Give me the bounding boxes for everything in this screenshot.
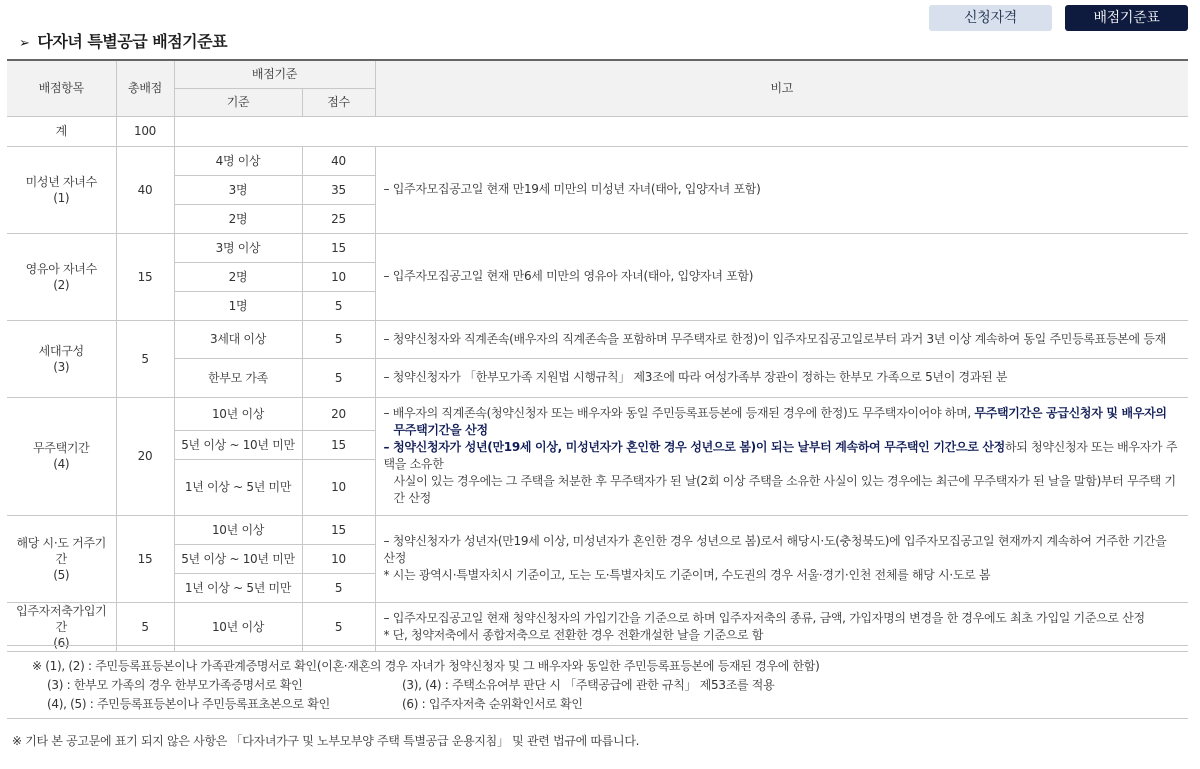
arrow-icon: ➢ [19, 36, 30, 51]
residence-total: 15 [116, 515, 174, 602]
table-cell-standard: 1년 이상 ~ 5년 미만 [174, 459, 302, 515]
total-empty [174, 116, 1188, 146]
total-label: 계 [7, 116, 116, 146]
scoring-table-tab-button[interactable]: 배점기준표 [1065, 5, 1188, 31]
header-score: 점수 [302, 88, 375, 116]
homeless-total: 20 [116, 397, 174, 515]
footnote-line-3-left: (4), (5) : 주민등록표등본이나 주민등록표초본으로 확인 [47, 697, 330, 711]
scoring-table [7, 59, 1188, 652]
footnote-line-2-left: (3) : 한부모 가족의 경우 한부모가족증명서로 확인 [47, 678, 303, 692]
table-cell-standard: 3명 [174, 175, 302, 204]
page-title-text: 다자녀 특별공급 배점기준표 [37, 32, 228, 51]
household-total: 5 [116, 320, 174, 397]
table-cell-standard: 2명 [174, 204, 302, 233]
infant-children-total: 15 [116, 233, 174, 320]
footnotes [7, 645, 1188, 719]
table-cell-score: 15 [302, 233, 375, 262]
household-note-1: – 청약신청자와 직계존속(배우자의 직계존속을 포함하며 무주택자로 한정)이 입주자모집공고일로부터 과거 3년 이상 계속하여 동일 주민등록표등본에 등재 [375, 320, 1188, 358]
table-cell-score: 5 [302, 320, 375, 358]
table-cell-score: 40 [302, 146, 375, 175]
minor-children-note: – 입주자모집공고일 현재 만19세 미만의 미성년 자녀(태아, 입양자녀 포함) [375, 146, 1188, 233]
savings-label: 입주자저축가입기간 (6) [7, 602, 116, 651]
minor-children-total: 40 [116, 146, 174, 233]
household-label: 세대구성 (3) [7, 320, 116, 397]
table-cell-score: 10 [302, 262, 375, 291]
total-value: 100 [116, 116, 174, 146]
table-cell-standard: 4명 이상 [174, 146, 302, 175]
table-cell-standard: 2명 [174, 262, 302, 291]
eligibility-tab-button[interactable]: 신청자격 [929, 5, 1052, 31]
table-cell-standard: 3명 이상 [174, 233, 302, 262]
residence-label: 해당 시·도 거주기간 (5) [7, 515, 116, 602]
page-title [19, 29, 227, 52]
table-cell-standard: 1년 이상 ~ 5년 미만 [174, 573, 302, 602]
header-total: 총배점 [116, 60, 174, 116]
footnote-line-1: ※ (1), (2) : 주민등록표등본이나 가족관계증명서로 확인(이혼·재혼의 경우 자녀가 청약신청자 및 그 배우자와 동일한 주민등록표등본에 등재된 경우에 한함) [32, 659, 820, 673]
table-cell-standard: 10년 이상 [174, 602, 302, 651]
table-cell-score: 35 [302, 175, 375, 204]
minor-children-label: 미성년 자녀수 (1) [7, 146, 116, 233]
residence-note: – 청약신청자가 성년자(만19세 이상, 미성년자가 혼인한 경우 성년으로 봄)로서 해당시·도(충청북도)에 입주자모집공고일 현재까지 계속하여 거주한 기간을 산정 * 시는 광역시·특별자치시 기준이고, 도는 도·특별자치도 기준이며, 수도권의 경우 서울·경기·인천 전체를 해당 시·도로 봄 [375, 515, 1188, 602]
table-cell-standard: 5년 이상 ~ 10년 미만 [174, 430, 302, 459]
table-cell-standard: 10년 이상 [174, 397, 302, 430]
table-cell-score: 5 [302, 358, 375, 397]
table-cell-standard: 5년 이상 ~ 10년 미만 [174, 544, 302, 573]
homeless-label: 무주택기간 (4) [7, 397, 116, 515]
savings-total: 5 [116, 602, 174, 651]
table-cell-score: 10 [302, 459, 375, 515]
table-cell-score: 15 [302, 515, 375, 544]
header-item: 배점항목 [7, 60, 116, 116]
table-cell-score: 10 [302, 544, 375, 573]
infant-children-label: 영유아 자녀수 (2) [7, 233, 116, 320]
footnote-line-3-right: (6) : 입주자저축 순위확인서로 확인 [402, 697, 583, 711]
header-remarks: 비고 [375, 60, 1188, 116]
header-criteria: 배점기준 [174, 60, 375, 88]
table-cell-standard: 3세대 이상 [174, 320, 302, 358]
table-cell-score: 5 [302, 573, 375, 602]
table-cell-score: 5 [302, 291, 375, 320]
footnote-line-2-right: (3), (4) : 주택소유여부 판단 시 「주택공급에 관한 규칙」 제53조를 적용 [402, 678, 775, 692]
infant-children-note: – 입주자모집공고일 현재 만6세 미만의 영유아 자녀(태아, 입양자녀 포함) [375, 233, 1188, 320]
table-cell-standard: 1명 [174, 291, 302, 320]
table-cell-score: 20 [302, 397, 375, 430]
final-note: ※ 기타 본 공고문에 표기 되지 않은 사항은 「다자녀가구 및 노부모부양 주택 특별공급 운용지침」 및 관련 법규에 따릅니다. [12, 734, 640, 748]
table-cell-score: 15 [302, 430, 375, 459]
header-standard: 기준 [174, 88, 302, 116]
household-note-2: – 청약신청자가 「한부모가족 지원법 시행규칙」 제3조에 따라 여성가족부 장관이 정하는 한부모 가족으로 5년이 경과된 분 [375, 358, 1188, 397]
table-cell-standard: 한부모 가족 [174, 358, 302, 397]
table-cell-standard: 10년 이상 [174, 515, 302, 544]
table-cell-score: 5 [302, 602, 375, 651]
savings-note: – 입주자모집공고일 현재 청약신청자의 가입기간을 기준으로 하며 입주자저축의 종류, 금액, 가입자명의 변경을 한 경우에도 최초 가입일 기준으로 산정 * 단, 청약저축에서 종합저축으로 전환한 경우 전환개설한 날을 기준으로 함 [375, 602, 1188, 651]
homeless-note: – 배우자의 직계존속(청약신청자 또는 배우자와 동일 주민등록표등본에 등재된 경우에 한정)도 무주택자이어야 하며, 무주택기간은 공급신청자 및 배우자의 무주택기간을 산정 – 청약신청자가 성년(만19세 이상, 미성년자가 혼인한 경우 성년으로 봄)이 되는 날부터 계속하여 무주택인 기간으로 산정하되 청약신청자 또는 배우자가 주택을 소유한 사실이 있는 경우에는 그 주택을 처분한 후 무주택자가 된 날(2회 이상 주택을 소유한 사실이 있는 경우에는 최근에 무주택자가 된 날을 말함)부터 무주택 기간 산정 [375, 397, 1188, 515]
table-cell-score: 25 [302, 204, 375, 233]
